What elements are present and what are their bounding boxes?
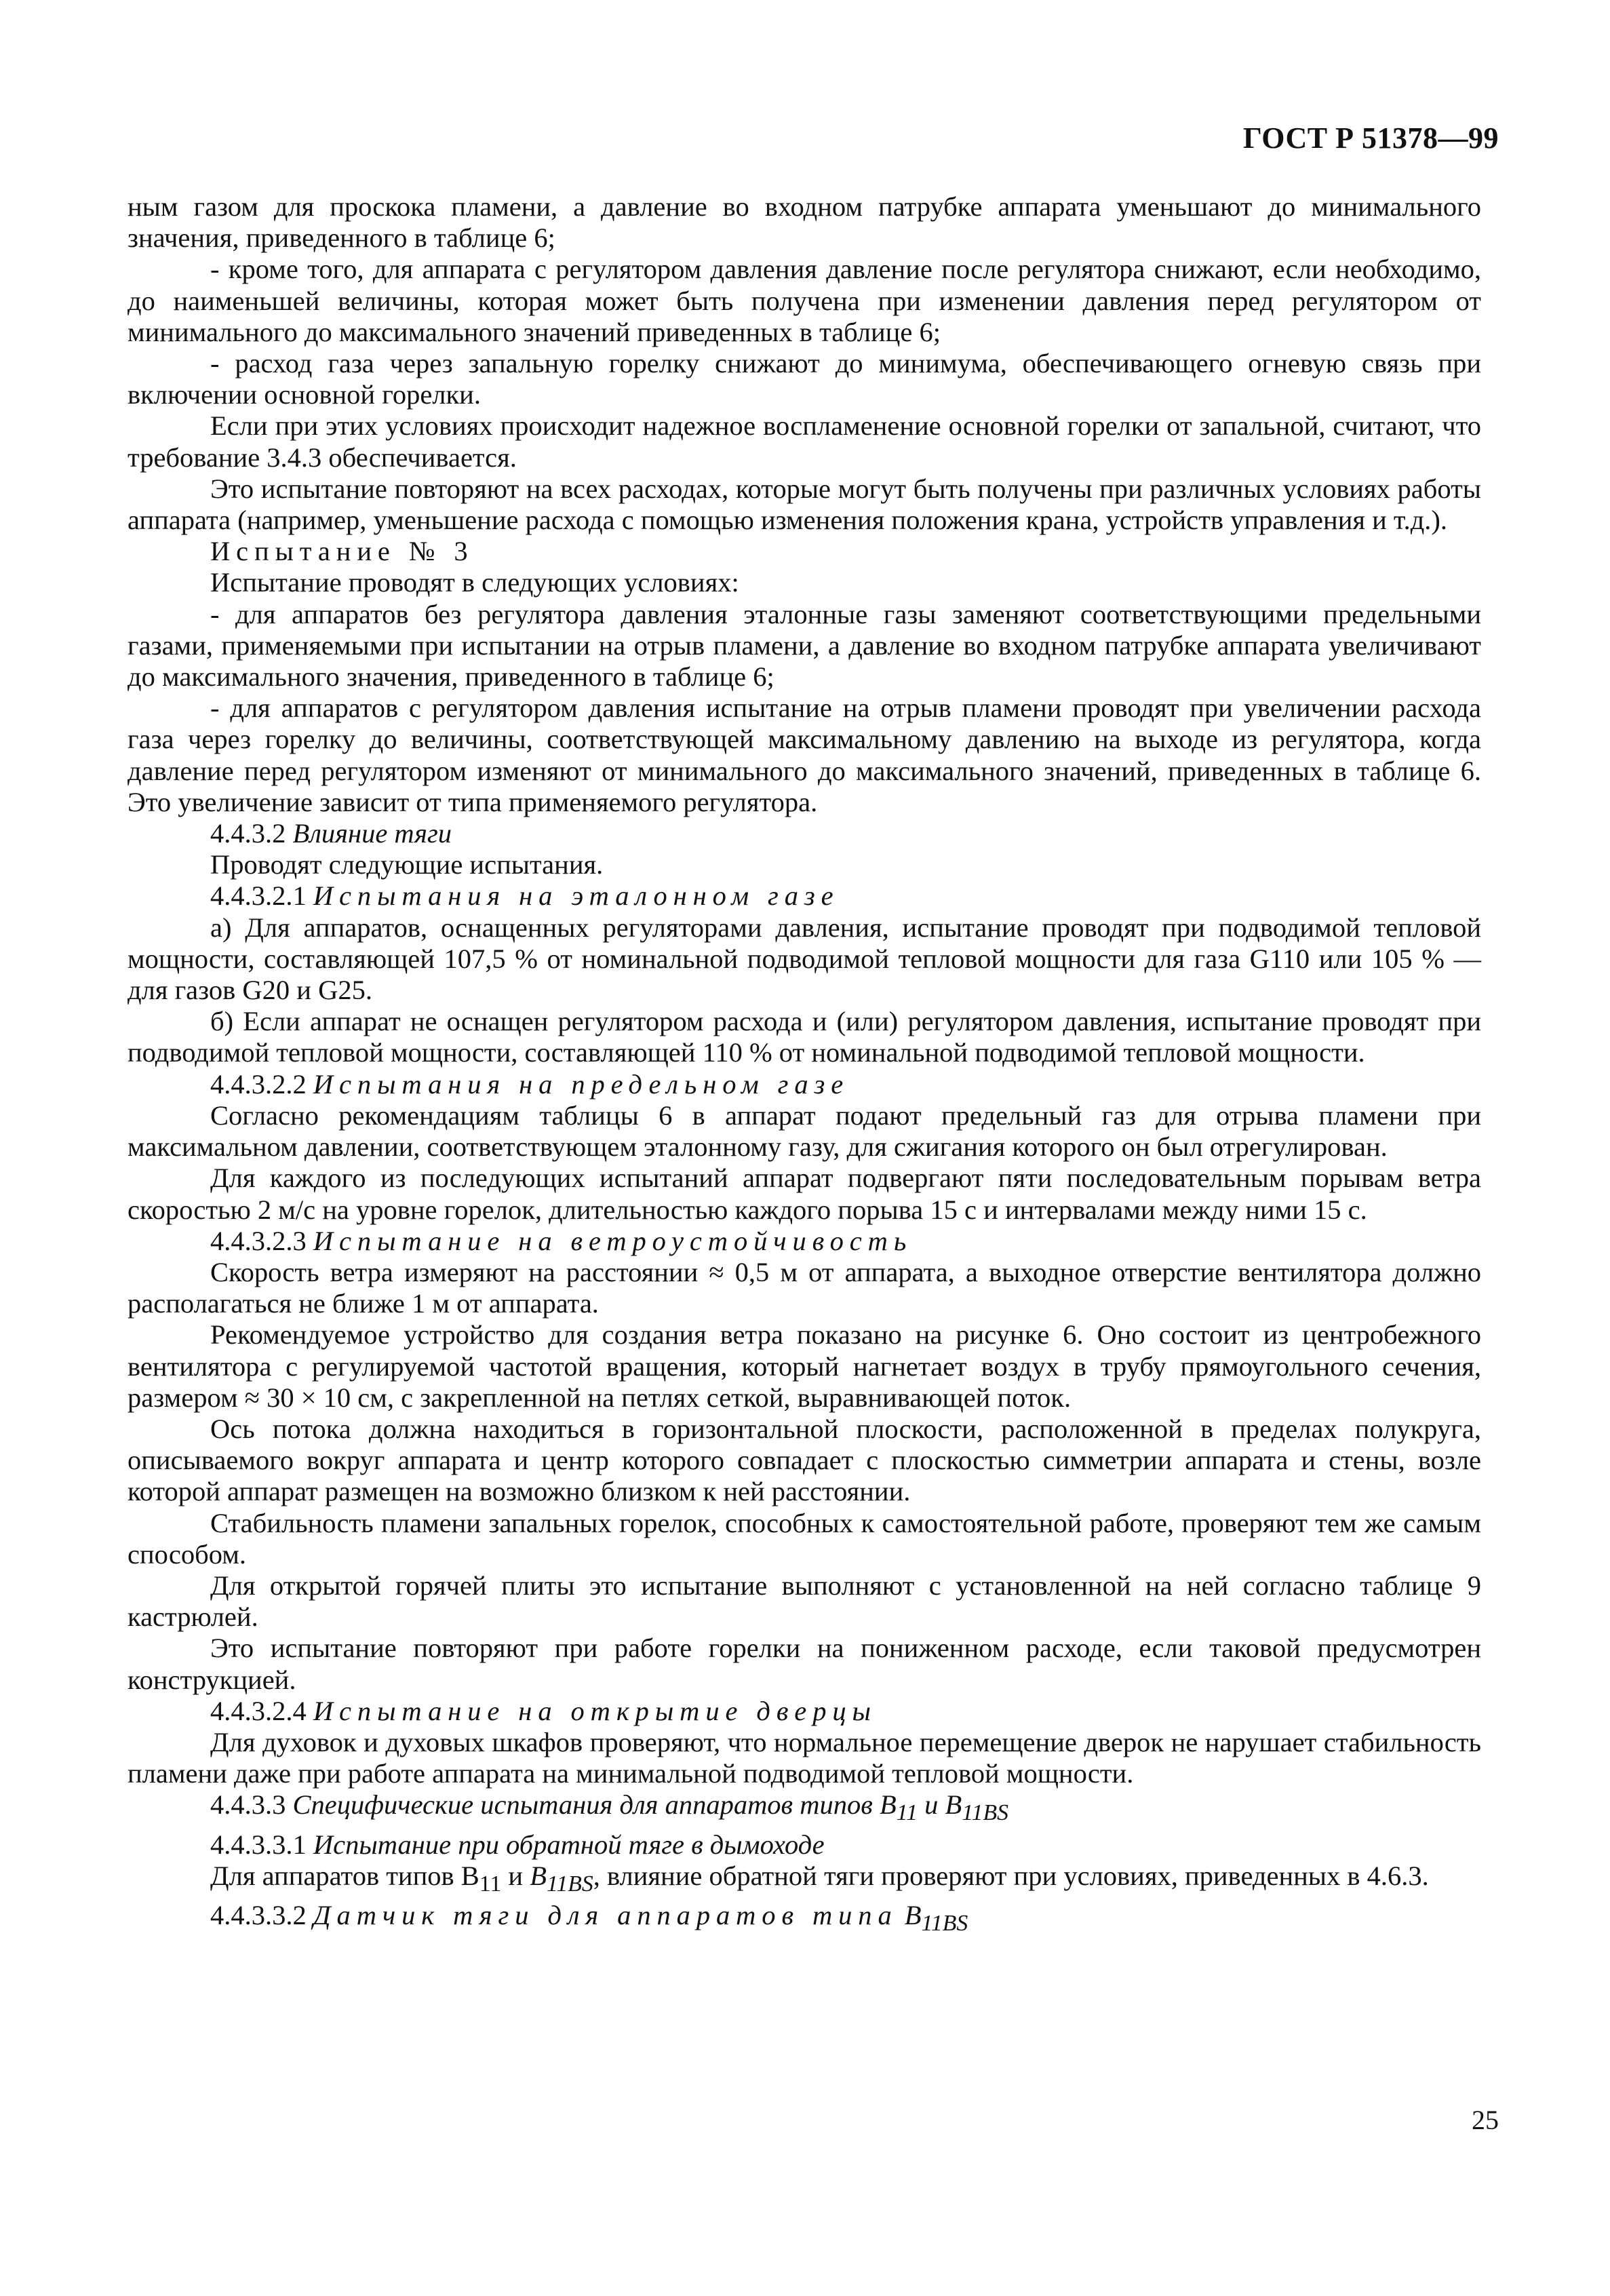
section-number: 4.4.3.2.4 bbox=[210, 1695, 307, 1726]
section-title: Испытания на предельном газе bbox=[313, 1068, 850, 1100]
section-number: 4.4.3.2 bbox=[210, 818, 286, 849]
paragraph: Испытание проводят в следующих условиях: bbox=[210, 567, 739, 598]
paragraph: Это испытание повторяют при работе горелки на пониженном расходе, если таковой предусмотрен конструкцией. bbox=[127, 1633, 1481, 1695]
paragraph-text: , влияние обратной тяги проверяют при условиях, приведенных в 4.6.3. bbox=[593, 1860, 1429, 1891]
section-title-text: Специфические испытания для аппаратов типов bbox=[292, 1789, 873, 1821]
appliance-type: B bbox=[879, 1789, 897, 1821]
test-heading: Испытание № 3 bbox=[210, 536, 474, 567]
section-title: Испытания на эталонном газе bbox=[313, 880, 840, 912]
section-number: 4.4.3.2.2 bbox=[210, 1068, 307, 1100]
section-title: Испытание на открытие дверцы bbox=[313, 1695, 877, 1726]
section-title: Испытание на ветроустойчивость bbox=[313, 1225, 913, 1256]
section-number: 4.4.3.3 bbox=[210, 1789, 286, 1821]
paragraph: Рекомендуемое устройство для создания ветра показано на рисунке 6. Оно состоит из центробежного вентилятора с регулируемой частотой вращения, который нагнетает воздух в трубу прямоугольного сечения, размером ≈ 30 × 10 см, с закрепленной на петлях сеткой, выравнивающей поток. bbox=[127, 1319, 1481, 1413]
paragraph: б) Если аппарат не оснащен регулятором расхода и (или) регулятором давления, испытание проводят при подводимой тепловой мощности, составляющей 110 % от номинальной подводимой тепловой мощности. bbox=[127, 1006, 1481, 1068]
paragraph: Для духовок и духовых шкафов проверяют, что нормальное перемещение дверок не нарушает стабильность пламени даже при работе аппарата на минимальной подводимой тепловой мощности. bbox=[127, 1726, 1481, 1789]
section-heading bbox=[127, 1226, 1481, 1257]
section-number: 4.4.3.3.2 bbox=[210, 1900, 307, 1931]
section-heading bbox=[127, 1069, 1481, 1100]
paragraph-text: Для аппаратов типов bbox=[210, 1860, 454, 1891]
appliance-type: B bbox=[530, 1860, 547, 1891]
section-title bbox=[292, 1789, 1008, 1826]
appliance-type: B bbox=[460, 1860, 479, 1891]
section-number: 4.4.3.2.3 bbox=[210, 1225, 307, 1256]
section-heading bbox=[127, 880, 1481, 912]
standard-header: ГОСТ Р 51378—99 bbox=[1242, 121, 1499, 155]
page-number: 25 bbox=[1472, 2105, 1499, 2135]
section-heading bbox=[127, 1900, 1481, 1939]
appliance-type-subscript: 11 bbox=[896, 1800, 918, 1826]
section-number: 4.4.3.3.1 bbox=[210, 1829, 307, 1860]
paragraph: а) Для аппаратов, оснащенных регуляторами давления, испытание проводят при подводимой тепловой мощности, составляющей 107,5 % от номинальной подводимой тепловой мощности для газа G110 или 105 % — для газов G20 и G25. bbox=[127, 912, 1481, 1006]
section-heading bbox=[127, 1696, 1481, 1727]
appliance-type: B bbox=[945, 1789, 962, 1821]
paragraph: Ось потока должна находиться в горизонтальной плоскости, расположенной в пределах полукруга, описываемого вокруг аппарата и центр которого совпадает с плоскостью симметрии аппарата и стены, возле которой аппарат размещен на возможно близком к ней расстоянии. bbox=[127, 1413, 1481, 1507]
conjunction: и bbox=[924, 1789, 939, 1821]
paragraph: Это испытание повторяют на всех расходах, которые могут быть получены при различных условиях работы аппарата (например, уменьшение расхода с помощью изменения положения крана, устройств управления и т.д.). bbox=[127, 473, 1481, 536]
appliance-type-subscript: 11BS bbox=[921, 1911, 968, 1937]
paragraph: Если при этих условиях происходит надежное воспламенение основной горелки от запальной, считают, что требование 3.4.3 обеспечивается. bbox=[127, 410, 1481, 473]
conjunction: и bbox=[508, 1860, 524, 1891]
paragraph: - кроме того, для аппарата с регулятором давления давление после регулятора снижают, если необходимо, до наименьшей величины, которая может быть получена при изменении давления перед регулятором от минимального до максимального значений приведенных в таблице 6; bbox=[127, 254, 1481, 347]
paragraph: Проводят следующие испытания. bbox=[210, 849, 604, 880]
appliance-type-subscript: 11BS bbox=[546, 1871, 593, 1896]
appliance-type: B bbox=[904, 1900, 922, 1931]
paragraph: - для аппаратов с регулятором давления испытание на отрыв пламени проводят при увеличении расхода газа через горелку до величины, соответствующей максимальному давлению на выходе из регулятора, когда давление перед регулятором изменяют от минимального до максимального значений, приведенных в таблице 6. Это увеличение зависит от типа применяемого регулятора. bbox=[127, 693, 1481, 817]
appliance-type-subscript: 11BS bbox=[962, 1800, 1008, 1826]
paragraph: - для аппаратов без регулятора давления эталонные газы заменяют соответствующими предельными газами, применяемыми при испытании на отрыв пламени, а давление во входном патрубке аппарата увеличивают до максимального значения, приведенного в таблице 6; bbox=[127, 598, 1481, 693]
section-title: Датчик тяги для аппаратов типа bbox=[313, 1900, 898, 1931]
paragraph: Для каждого из последующих испытаний аппарат подвергают пяти последовательным порывам ветра скоростью 2 м/с на уровне горелок, длительностью каждого порыва 15 с и интервалами между ними 15 с. bbox=[127, 1163, 1481, 1225]
paragraph: Скорость ветра измеряют на расстоянии ≈ 0,5 м от аппарата, а выходное отверстие вентилятора должно располагаться не ближе 1 м от аппарата. bbox=[127, 1256, 1481, 1319]
paragraph: ным газом для проскока пламени, а давление во входном патрубке аппарата уменьшают до минимального значения, приведенного в таблице 6; bbox=[127, 191, 1481, 254]
section-number: 4.4.3.2.1 bbox=[210, 880, 307, 912]
section-heading bbox=[127, 818, 1481, 849]
paragraph: Для открытой горячей плиты это испытание выполняют с установленной на ней согласно таблице 9 кастрюлей. bbox=[127, 1570, 1481, 1633]
appliance-type-subscript: 11 bbox=[479, 1871, 502, 1896]
document-body bbox=[127, 191, 1481, 1939]
paragraph bbox=[127, 1861, 1481, 1900]
section-title: Влияние тяги bbox=[292, 818, 452, 849]
paragraph: Стабильность пламени запальных горелок, способных к самостоятельной работе, проверяют тем же самым способом. bbox=[127, 1507, 1481, 1570]
section-heading bbox=[127, 1789, 1481, 1829]
paragraph: - расход газа через запальную горелку снижают до минимума, обеспечивающего огневую связь при включении основной горелки. bbox=[127, 348, 1481, 410]
paragraph: Согласно рекомендациям таблицы 6 в аппарат подают предельный газ для отрыва пламени при максимальном давлении, соответствующем эталонному газу, для сжигания которого он был отрегулирован. bbox=[127, 1100, 1481, 1163]
section-heading bbox=[127, 1829, 1481, 1861]
section-title: Испытание при обратной тяге в дымоходе bbox=[313, 1829, 825, 1860]
